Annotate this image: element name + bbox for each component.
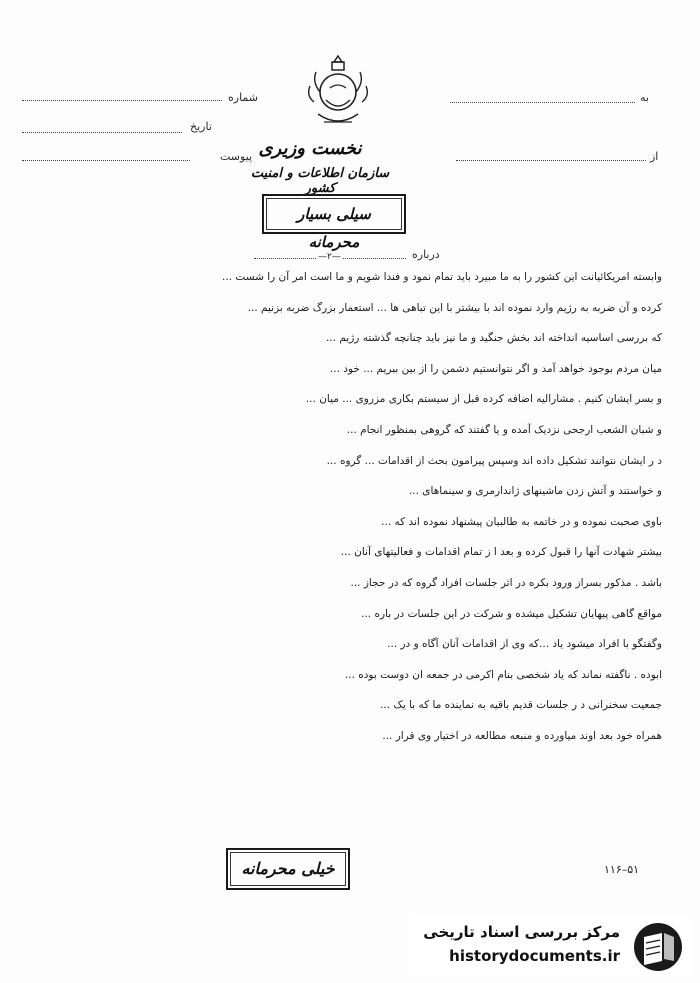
letter-body: [38, 262, 662, 752]
date-field-line: [22, 132, 182, 133]
archive-logo-icon: [632, 921, 684, 973]
to-field-line: [450, 102, 635, 103]
body-line: باشد . مذکور بسراز ورود بکره در اثر جلسات افراد گروه که در حجاز ...: [350, 576, 662, 589]
office-subtitle: سازمان اطلاعات و امنیت کشور: [250, 166, 390, 196]
from-label: از: [650, 150, 659, 163]
body-line: و شبان الشعب ارجحی نزدیک آمده و یا گفتند که گروهی بمنظور انجام ...: [346, 423, 662, 436]
body-line: وابسته امریکائیانت این کشور را به ما مبیرد باید تمام نمود و فندا شویم و ما است امر آن را شست ...: [222, 271, 662, 283]
body-line: باوی صحبت نموده و در خاتمه به طالبیان پیشنهاد نموده اند که ...: [381, 515, 662, 528]
body-line: که بررسی اساسیه انداخته اند بخش جنگید و ما نیز باید چنانچه گذشته رژیم ...: [325, 332, 662, 345]
body-line: وگفتگو با افراد میشود یاد ...که وی از اقدامات آنان آگاه و در ...: [387, 638, 662, 651]
from-field-line: [456, 160, 646, 161]
body-line: بیشتر شهادت آنها را قبول کرده و بعد ا ز تمام اقدامات و فعالیتهای آنان ...: [340, 546, 662, 559]
body-line: و بسر ایشان کنیم . مشارالیه اضافه کرده قبل از سیستم بکاری مزروی ... میان ...: [305, 393, 662, 406]
number-field-line: [22, 100, 222, 101]
watermark-title: مرکز بررسی اسناد تاریخی: [423, 923, 620, 941]
body-line: کرده و آن ضربه به رژیم وارد نموده اند با بیشتر با این تباهی ها ... استعمار بزرگ ضربه بزنیم ...: [247, 301, 662, 314]
classification-stamp-bottom: خیلی محرمانه: [226, 848, 350, 890]
body-line: و خواستند و آتش زدن ماشینهای ژاندارمری و سینماهای ...: [408, 485, 662, 498]
office-title: نخست وزیری: [258, 138, 362, 159]
to-label: به: [640, 91, 649, 104]
about-label: درباره: [412, 248, 440, 261]
lion-and-sun-emblem-icon: [300, 52, 376, 130]
date-label: تاریخ: [190, 120, 212, 133]
body-line: د ر ایشان نتوانند تشکیل داده اند وسپس پیرامون بحث از اقدامات ... گروه ...: [326, 454, 662, 467]
body-line: مواقع گاهی پیهایان تشکیل میشده و شرکت در این جلسات در باره ...: [361, 607, 662, 620]
number-label: شماره: [228, 91, 259, 104]
page-marker: —۲—: [318, 252, 341, 262]
archive-watermark: [410, 915, 692, 977]
attachment-label: پیوست: [220, 150, 253, 163]
body-line: ابوده . ناگفته نماند که یاد شخصی بنام اکرمی در جمعه ان دوست بوده ...: [344, 668, 662, 681]
classification-stamp-top: سیلی بسیار محرمانه: [262, 194, 406, 234]
body-line: همراه خود بعد اوند میاورده و منبعه مطالعه در اختیار وی قرار ...: [382, 729, 662, 742]
body-line: جمعیت سخنرانی د ر جلسات قدیم باقیه به نماینده ما که با یک ...: [380, 699, 662, 712]
watermark-url: historydocuments.ir: [449, 947, 620, 965]
attachment-field-line: [22, 160, 190, 161]
reference-number: ۱۱۶–۵۱: [604, 863, 640, 876]
body-line: میان مردم بوجود خواهد آمد و اگر نتوانستیم دشمن را از بین ببریم ... خود ...: [329, 362, 662, 375]
